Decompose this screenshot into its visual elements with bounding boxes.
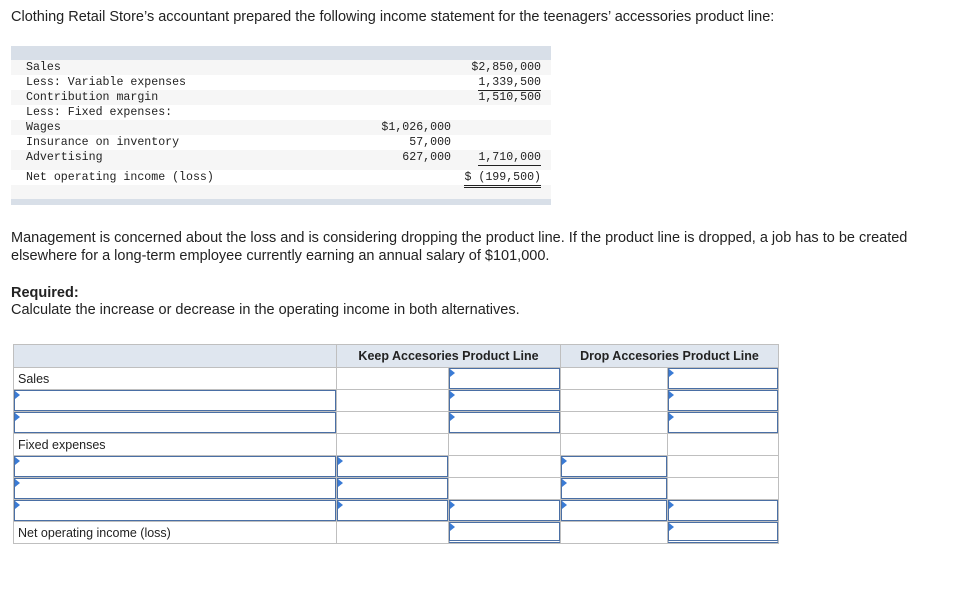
empty-cell — [561, 368, 668, 390]
statement-row-variable — [11, 75, 551, 90]
statement-row-contribution — [11, 90, 551, 105]
scenario-paragraph: Management is concerned about the loss and is considering dropping the product line. If the product line is dropped, a job has to be created elsewhere for a long-term employee currently earning an annual salary of $101,000. — [11, 230, 908, 264]
keep-net-cell — [449, 522, 561, 544]
input-marker-icon — [15, 457, 20, 465]
row-fixed-1 — [14, 456, 779, 478]
statement-label: Wages — [26, 121, 61, 134]
input-marker-icon — [669, 523, 674, 531]
header-drop: Drop Accesories Product Line — [561, 345, 779, 368]
drop-cell — [668, 390, 779, 412]
keep-fixed-cell — [337, 456, 449, 478]
label-cell — [14, 412, 337, 434]
statement-value: $ (199,500) — [464, 170, 541, 188]
input-marker-icon — [669, 413, 674, 421]
statement-label: Sales — [26, 61, 61, 74]
drop-fixed-input-1[interactable] — [561, 456, 667, 477]
answer-table — [13, 344, 779, 544]
drop-fixed-total-cell — [668, 500, 779, 522]
drop-fixed-cell — [561, 456, 668, 478]
label-input-2[interactable] — [14, 390, 336, 411]
empty-cell — [668, 478, 779, 500]
statement-row-wages — [11, 120, 551, 135]
empty-cell — [561, 390, 668, 412]
input-marker-icon — [562, 457, 567, 465]
label-sales: Sales — [14, 368, 337, 390]
keep-fixed-cell — [337, 478, 449, 500]
input-marker-icon — [562, 479, 567, 487]
intro-text: Clothing Retail Store’s accountant prepared the following income statement for the teenagers’ accessories product line: — [11, 9, 775, 25]
label-cell — [14, 390, 337, 412]
keep-net-input[interactable] — [449, 522, 560, 543]
row-fixed-2 — [14, 478, 779, 500]
drop-net-input[interactable] — [668, 522, 778, 543]
empty-cell — [561, 412, 668, 434]
drop-sales-input[interactable] — [668, 368, 778, 389]
keep-cell — [449, 390, 561, 412]
fixed-label-input-2[interactable] — [14, 478, 336, 499]
fixed-label-input-3[interactable] — [14, 500, 336, 521]
empty-cell — [337, 522, 449, 544]
input-marker-icon — [669, 369, 674, 377]
statement-row-sales — [11, 60, 551, 75]
statement-label: Less: Variable expenses — [26, 76, 187, 89]
empty-cell — [668, 434, 779, 456]
input-marker-icon — [669, 501, 674, 509]
row-sales — [14, 368, 779, 390]
input-marker-icon — [450, 523, 455, 531]
drop-net-cell — [668, 522, 779, 544]
statement-row-net — [11, 170, 551, 185]
input-marker-icon — [450, 413, 455, 421]
keep-cell — [449, 412, 561, 434]
empty-cell — [449, 456, 561, 478]
drop-fixed-cell — [561, 478, 668, 500]
empty-cell — [337, 434, 449, 456]
header-blank — [14, 345, 337, 368]
empty-cell — [449, 478, 561, 500]
drop-fixed-input-3[interactable] — [561, 500, 667, 521]
drop-input-3[interactable] — [668, 412, 778, 433]
statement-value: $2,850,000 — [471, 61, 541, 74]
keep-fixed-input-2[interactable] — [337, 478, 448, 499]
keep-input-3[interactable] — [449, 412, 560, 433]
keep-fixed-total-input[interactable] — [449, 500, 560, 521]
required-text: Calculate the increase or decrease in the operating income in both alternatives. — [11, 302, 520, 318]
keep-sales-cell — [449, 368, 561, 390]
statement-value: 1,710,000 — [478, 151, 541, 164]
statement-row-advertising — [11, 150, 551, 165]
input-marker-icon — [562, 501, 567, 509]
label-fixed-expenses: Fixed expenses — [14, 434, 337, 456]
label-cell — [14, 478, 337, 500]
answer-header-row — [14, 345, 779, 368]
empty-cell — [449, 434, 561, 456]
input-marker-icon — [15, 391, 20, 399]
input-marker-icon — [338, 501, 343, 509]
empty-cell — [337, 412, 449, 434]
keep-fixed-input-3[interactable] — [337, 500, 448, 521]
label-cell — [14, 500, 337, 522]
statement-value: 1,339,500 — [478, 76, 541, 89]
input-marker-icon — [669, 391, 674, 399]
keep-fixed-input-1[interactable] — [337, 456, 448, 477]
row-fixed-3 — [14, 500, 779, 522]
keep-sales-input[interactable] — [449, 368, 560, 389]
statement-row-insurance — [11, 135, 551, 150]
statement-label: Insurance on inventory — [26, 136, 180, 149]
statement-value: 57,000 — [409, 136, 451, 149]
input-marker-icon — [450, 501, 455, 509]
empty-cell — [561, 434, 668, 456]
row-fixed-expenses — [14, 434, 779, 456]
drop-fixed-cell — [561, 500, 668, 522]
row-net-income — [14, 522, 779, 544]
statement-label: Advertising — [26, 151, 103, 164]
keep-input-2[interactable] — [449, 390, 560, 411]
input-marker-icon — [15, 479, 20, 487]
drop-input-2[interactable] — [668, 390, 778, 411]
statement-bottom-bar — [11, 199, 551, 205]
empty-cell — [668, 456, 779, 478]
input-marker-icon — [15, 413, 20, 421]
input-marker-icon — [15, 501, 20, 509]
header-keep: Keep Accesories Product Line — [337, 345, 561, 368]
statement-label: Contribution margin — [26, 91, 159, 104]
statement-value: 627,000 — [402, 151, 451, 164]
input-marker-icon — [450, 391, 455, 399]
row-entry-3 — [14, 412, 779, 434]
input-marker-icon — [450, 369, 455, 377]
row-entry-2 — [14, 390, 779, 412]
input-marker-icon — [338, 479, 343, 487]
statement-value: 1,510,500 — [478, 91, 541, 104]
income-statement — [11, 46, 551, 204]
drop-fixed-input-2[interactable] — [561, 478, 667, 499]
statement-row-fixed-header — [11, 105, 551, 120]
drop-sales-cell — [668, 368, 779, 390]
drop-fixed-total-input[interactable] — [668, 500, 778, 521]
keep-fixed-total-cell — [449, 500, 561, 522]
statement-label: Less: Fixed expenses: — [26, 106, 173, 119]
label-net-income: Net operating income (loss) — [14, 522, 337, 544]
label-cell — [14, 456, 337, 478]
drop-cell — [668, 412, 779, 434]
required-heading: Required: — [11, 285, 79, 301]
empty-cell — [337, 368, 449, 390]
statement-label: Net operating income (loss) — [26, 171, 214, 184]
statement-value: $1,026,000 — [381, 121, 451, 134]
label-input-3[interactable] — [14, 412, 336, 433]
empty-cell — [561, 522, 668, 544]
input-marker-icon — [338, 457, 343, 465]
keep-fixed-cell — [337, 500, 449, 522]
empty-cell — [337, 390, 449, 412]
fixed-label-input-1[interactable] — [14, 456, 336, 477]
